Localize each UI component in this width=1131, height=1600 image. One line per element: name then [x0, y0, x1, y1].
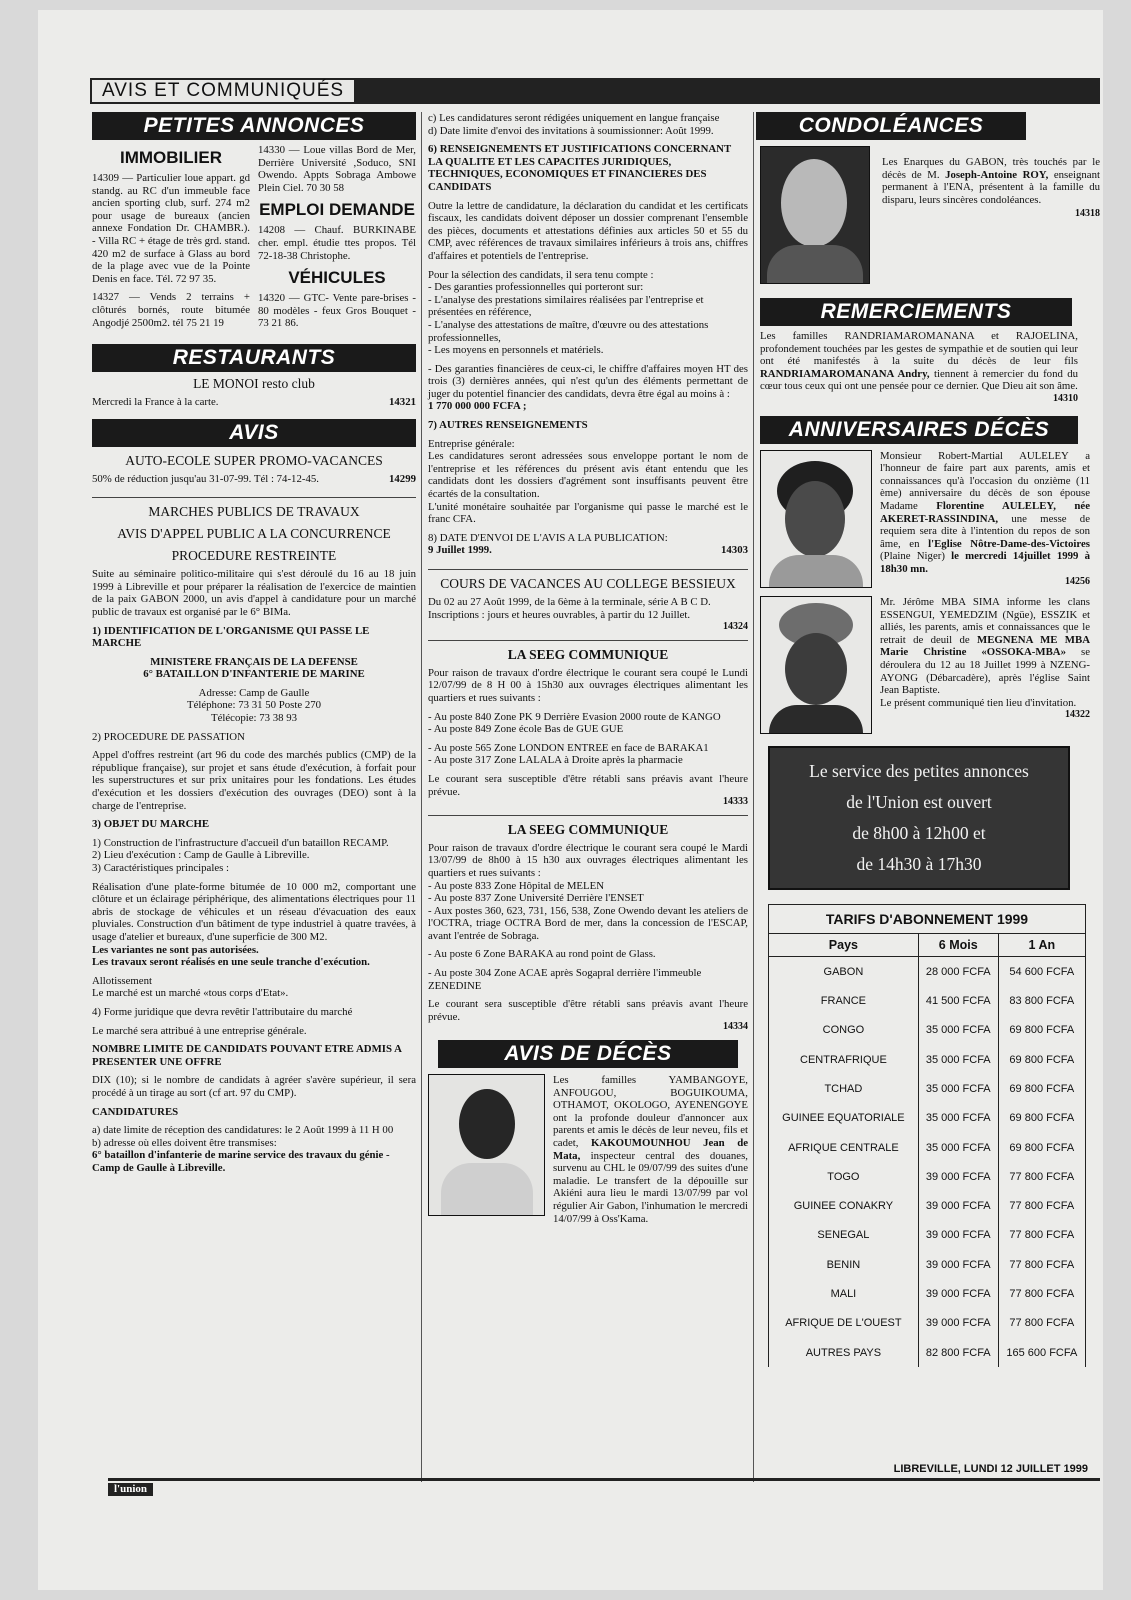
seeg1-title: LA SEEG COMMUNIQUE	[507, 646, 669, 662]
marches-title-1: MARCHES PUBLICS DE TRAVAUX	[148, 504, 360, 520]
candidatures-b-address: 6° bataillon d'infanterie de marine service des travaux du génie - Camp de Gaulle à Libreville.	[92, 1149, 390, 1174]
seeg2-line-2: - Au poste 837 Zone Université Derrière l'ENSET	[428, 892, 644, 905]
tarif-country: GUINEE CONAKRY	[769, 1191, 919, 1220]
tarif-one-year: 77 800 FCFA	[998, 1162, 1085, 1191]
seeg2-line-1: - Au poste 833 Zone Hôpital de MELEN	[428, 879, 605, 892]
candidatures-heading: CANDIDATURES	[92, 1105, 179, 1118]
seeg1-end: Le courant sera susceptible d'être rétabli sans préavis avant l'heure prévue.	[428, 772, 748, 798]
tarif-one-year: 165 600 FCFA	[998, 1338, 1085, 1367]
autres-a: Entreprise générale:	[428, 437, 515, 450]
autres-unite: L'unité monétaire souhaitée par l'organisme qui passe le marché est le franc CFA.	[428, 500, 748, 526]
anniversaire-2-ref: 14322	[1065, 709, 1090, 721]
cours-text: Du 02 au 27 Août 1999, de la 6ème à la terminale, série A B C D. Inscriptions : jours et heures ouvrables, à partir du 12 Juillet.	[428, 596, 711, 621]
table-row	[769, 1279, 1086, 1308]
tarif-one-year: 77 800 FCFA	[998, 1250, 1085, 1279]
remerciements-header: REMERCIEMENTS	[760, 298, 1072, 326]
ad-14327: 14327 — Vends 2 terrains + clôturés bornés, route bitumée Angodjé 2500m2. tél 75 21 19	[92, 291, 250, 329]
seeg1-ref: 14333	[723, 796, 748, 808]
marches-ref: 14303	[721, 544, 748, 557]
org-fax: Télécopie: 73 38 93	[210, 712, 298, 725]
anniversaire-2	[760, 596, 1090, 734]
avis-deces-body	[428, 1074, 748, 1225]
tarifs-header-6mois: 6 Mois	[918, 934, 998, 957]
seeg1-line-1: - Au poste 840 Zone PK 9 Derrière Evasion 2000 route de KANGO	[428, 710, 721, 723]
marches-section-2-text: Appel d'offres restreint (art 96 du code des marchés publics (CMP) de la république française), sur projet et sans étude d'exécution, à forfait pour les superstructures et sur prix unitaires pour les fondations. Les études d'exécution et les dossiers d'exécution des ouvrages (DEO) sont à la charge de l'entreprise.	[92, 749, 416, 812]
tarif-six-months: 41 500 FCFA	[918, 986, 998, 1015]
nombre-limite-heading: NOMBRE LIMITE DE CANDIDATS POUVANT ETRE ADMIS A PRESENTER UNE OFFRE	[92, 1043, 402, 1068]
condoleances-body	[760, 146, 1100, 284]
tarif-country: SENEGAL	[769, 1221, 919, 1250]
seeg2-title: LA SEEG COMMUNIQUE	[507, 821, 669, 837]
marches-title-3: PROCEDURE RESTREINTE	[171, 548, 337, 564]
tarif-country: CONGO	[769, 1016, 919, 1045]
objet-b: 2) Lieu d'exécution : Camp de Gaulle à Libreville.	[92, 849, 310, 862]
petites-annonces-header: PETITES ANNONCES	[92, 112, 416, 140]
org-address: Adresse: Camp de Gaulle	[198, 686, 310, 699]
tarif-one-year: 69 800 FCFA	[998, 1045, 1085, 1074]
condoleances-ref: 14318	[1075, 208, 1100, 220]
tarif-one-year: 77 800 FCFA	[998, 1191, 1085, 1220]
section-banner	[90, 78, 1100, 104]
deceased-portrait	[428, 1074, 545, 1216]
tarif-country: BENIN	[769, 1250, 919, 1279]
tarif-six-months: 39 000 FCFA	[918, 1309, 998, 1338]
seeg1-intro: Pour raison de travaux d'ordre électrique le courant sera coupé le Lundi 12/07/99 de 8 H 00 à 15h30 aux ouvrages électriques alimentant les quartiers et rues suivants :	[428, 666, 748, 704]
tarif-six-months: 35 000 FCFA	[918, 1074, 998, 1103]
marches-section-4-text: Le marché sera attribué à une entreprise générale.	[92, 1024, 307, 1037]
tarif-country: AUTRES PAYS	[769, 1338, 919, 1367]
org-phone: Téléphone: 73 31 50 Poste 270	[186, 699, 322, 712]
tarif-country: MALI	[769, 1279, 919, 1308]
selection-2: - L'analyse des prestations similaires réalisées par l'entreprise et présentées en référence,	[428, 293, 704, 319]
seeg2-intro: Pour raison de travaux d'ordre électrique le courant sera coupé le Mardi 13/07/99 de 8h00 à 15 h30 aux ouvrages électriques alimentant les quartiers et rues suivants :	[428, 841, 748, 879]
column-rule	[753, 112, 754, 1482]
objet-e: Les variantes ne sont pas autorisées.	[92, 943, 259, 956]
restaurant-ref: 14321	[389, 395, 416, 408]
tarifs-table	[768, 904, 1086, 1367]
condoleances-header: CONDOLÉANCES	[756, 112, 1026, 140]
restaurant-text: Mercredi la France à la carte.	[92, 395, 219, 408]
promo-line-4: de 14h30 à 17h30	[856, 854, 982, 875]
cours-title: COURS DE VACANCES AU COLLEGE BESSIEUX	[440, 576, 736, 591]
candidatures-c: c) Les candidatures seront rédigées uniquement en langue française	[428, 112, 720, 124]
footer-masthead: l'union	[108, 1483, 153, 1496]
tarif-six-months: 35 000 FCFA	[918, 1104, 998, 1133]
avis-header: AVIS	[92, 419, 416, 447]
table-row	[769, 986, 1086, 1015]
marches-intro: Suite au séminaire politico-militaire qui s'est déroulé du 16 au 18 juin 1999 à Libreville et pour préparer la réalisation de l'exercice de maintien de la paix GABON 2000, un avis d'appel à candidature pour un marché public de travaux est organisé par le 6° BIMa.	[92, 568, 416, 618]
restaurant-line	[92, 396, 416, 415]
tarif-one-year: 54 600 FCFA	[998, 957, 1085, 987]
seeg1-line-2: - Au poste 849 Zone école Bas de GUE GUE	[428, 723, 624, 736]
allotissement-text: Le marché est un marché «tous corps d'Etat».	[92, 987, 289, 1000]
table-row	[769, 1162, 1086, 1191]
vehicules-heading: VÉHICULES	[288, 268, 386, 288]
candidatures-a: a) date limite de réception des candidatures: le 2 Août 1999 à 11 H 00	[92, 1124, 394, 1137]
tarif-six-months: 28 000 FCFA	[918, 957, 998, 987]
tarif-country: TOGO	[769, 1162, 919, 1191]
tarif-one-year: 77 800 FCFA	[998, 1279, 1085, 1308]
tarif-six-months: 39 000 FCFA	[918, 1221, 998, 1250]
tarifs-body	[769, 957, 1086, 1368]
candidatures-b: b) adresse où elles doivent être transmises:	[92, 1136, 277, 1149]
seeg2-line-5: - Au poste 304 Zone ACAE après Sogapral derrière l'immeuble ZENEDINE	[428, 967, 702, 992]
allotissement-label: Allotissement	[92, 974, 152, 987]
table-row	[769, 1338, 1086, 1367]
nombre-limite-text: DIX (10); si le nombre de candidats à agréer s'avère supérieur, il sera procédé à un tirage au sort (cf art. 97 du CMP).	[92, 1074, 416, 1099]
tarif-six-months: 39 000 FCFA	[918, 1279, 998, 1308]
seeg1-line-4: - Au poste 317 Zone LALALA à Droite après la pharmacie	[428, 754, 683, 767]
marches-section-6: 6) RENSEIGNEMENTS ET JUSTIFICATIONS CONCERNANT LA QUALITE ET LES CAPACITES JURIDIQUES, TECHNIQUES, ECONOMIQUES ET FINANCIERES DES CANDIDATS	[428, 143, 731, 193]
selection-3: - L'analyse des attestations de maître, d'œuvre ou des attestations professionnelles,	[428, 318, 709, 344]
anniversaire-2-text: Mr. Jérôme MBA SIMA informe les clans ESSENGUI, YEMEDZIM (Ngüe), ESSZIK et alliés, les parents, amis et connaissances que le retrait de deuil de MEGNENA ME MBA Marie Christine «OSSOKA-MBA» se déroulera du 12 au 18 Juillet 1999 à NZENG-AYONG (Débarcadère), après l'église Saint Jean Baptiste.	[880, 596, 1091, 697]
autres-text: Les candidatures seront adressées sous enveloppe portant le nom de l'entreprise et les références du présent avis étant entendu que les candidats dont les dossiers d'agrément sont insuffisants peuvent être écartés de la consultation.	[428, 450, 748, 501]
table-row	[769, 1191, 1086, 1220]
promo-line-2: de l'Union est ouvert	[846, 792, 992, 813]
marches-title-2: AVIS D'APPEL PUBLIC A LA CONCURRENCE	[117, 526, 391, 542]
emploi-heading: EMPLOI DEMANDE	[259, 200, 415, 220]
marches-section-7: 7) AUTRES RENSEIGNEMENTS	[428, 419, 588, 432]
anniversaire-1-text: Monsieur Robert-Martial AULELEY a l'honneur de faire part aux parents, amis et connaissances qu'à l'occasion du onzième (11 ème) anniversaire du décès de son épouse Madame Florentine AULELEY, née AKERET-RASSINDINA, une messe de requiem sera dite à l'intention du repos de son âme, en l'Eglise Nôtre-Dame-des-Victoires (Plaine Niger) le mercredi 14juillet 1999 à 18h30 mn.	[880, 449, 1091, 575]
service-annonces-box	[768, 746, 1070, 890]
marches-section-1: 1) IDENTIFICATION DE L'ORGANISME QUI PASSE LE MARCHE	[92, 624, 370, 650]
divider	[428, 640, 748, 641]
table-row	[769, 1045, 1086, 1074]
candidatures-d: d) Date limite d'envoi des invitations à soumissionner: Août 1999.	[428, 124, 714, 137]
marches-section-6-text: Outre la lettre de candidature, la déclaration du candidat et les certificats fiscaux, les candidats doivent déposer un dossier comprenant l'ensemble des pièces, documents et attestations définies aux articles 50 et 55 du CMP, avec références de travaux similaires inférieurs à trois ans, chiffres d'affaires et potentiels de l'entreprise.	[428, 199, 748, 262]
objet-c: 3) Caractéristiques principales :	[92, 862, 230, 874]
objet-a: 1) Construction de l'infrastructure d'accueil d'un bataillon RECAMP.	[92, 836, 389, 849]
auto-ecole-title: AUTO-ECOLE SUPER PROMO-VACANCES	[125, 452, 383, 468]
tarif-country: GUINEE EQUATORIALE	[769, 1104, 919, 1133]
anniversaire-2-invite: Le présent communiqué tien lieu d'invitation.	[880, 696, 1077, 709]
selection-4: - Les moyens en personnels et matériels.	[428, 344, 604, 357]
anniversaire-1-portrait	[760, 450, 872, 588]
tarif-country: FRANCE	[769, 986, 919, 1015]
column-middle	[428, 112, 748, 1225]
tarifs-header-1an: 1 An	[998, 934, 1085, 957]
seeg2-ref: 14334	[723, 1021, 748, 1033]
petites-annonces-body	[92, 144, 416, 336]
ad-14320: 14320 — GTC- Vente pare-brises - 80 modèles - feux Gros Bouquet - 73 21 86.	[258, 292, 416, 330]
cours-ref: 14324	[723, 621, 748, 633]
anniversaires-header: ANNIVERSAIRES DÉCÈS	[760, 416, 1078, 444]
ad-14208: 14208 — Chauf. BURKINABE cher. empl. étudie ttes propos. Tél 72-18-38 Christophe.	[258, 224, 416, 262]
tarif-one-year: 69 800 FCFA	[998, 1074, 1085, 1103]
tarif-one-year: 77 800 FCFA	[998, 1221, 1085, 1250]
objet-d: Réalisation d'une plate-forme bitumée de 10 000 m2, comportant une clôture et un éclairage périphérique, des alimentations électriques pour 11 abris de stockage de véhicules et un réseau d'évacuation des eaux pluviales. Construction d'un bâtiment de type industriel à quatre travées, à usage d'atelier et bureaux, d'une superficie de 300 M2.	[92, 880, 416, 943]
marches-section-2: 2) PROCEDURE DE PASSATION	[92, 730, 245, 743]
column-rule	[421, 112, 422, 1482]
table-row	[769, 1221, 1086, 1250]
tarif-six-months: 35 000 FCFA	[918, 1133, 998, 1162]
tarif-country: TCHAD	[769, 1074, 919, 1103]
seeg2-end: Le courant sera susceptible d'être rétabli sans préavis avant l'heure prévue.	[428, 998, 748, 1023]
marches-section-3: 3) OBJET DU MARCHE	[92, 818, 210, 831]
marches-section-8: 8) DATE D'ENVOI DE L'AVIS A LA PUBLICATION:	[428, 531, 668, 544]
section-title: AVIS ET COMMUNIQUÉS	[90, 78, 356, 104]
column-right	[760, 112, 1100, 1367]
tarif-country: AFRIQUE CENTRALE	[769, 1133, 919, 1162]
remerciements-text: Les familles RANDRIAMAROMANANA et RAJOELINA, profondement touchées par les gestes de sympathie et de soutien qui leur ont été manifestés à la suite du décès de leur fils RANDRIAMAROMANANA Andry, tiennent à remercier du fond du cœur tous ceux qui ont une pensée pour ce dernier. Que Dieu ait son âme.	[760, 330, 1079, 393]
ad-14309: 14309 — Particulier loue appart. gd standg. au RC d'un immeuble face ancien sporting club, surf. 274 m2 pour usage de bureaux (ancien annexe Fondation Dr. CHAMBR.). - Villa RC + étage de très grd. stand. 420 m2 de surface à Glass au bord de la plage avec vue de la Pointe Denis en face. Tél. 72 97 35.	[92, 172, 250, 285]
divider	[92, 497, 416, 498]
marches-section-4: 4) Forme juridique que devra revêtir l'attributaire du marché	[92, 1005, 353, 1018]
seeg2-line-3: - Aux postes 360, 623, 731, 156, 538, Zone Owendo devant les ateliers de l'OCTRA, triage OCTRA Bord de mer, dans la concession de l'ESCAP, avant l'entrée de Sobraga.	[428, 904, 748, 942]
objet-f: Les travaux seront réalisés en une seule tranche d'exécution.	[92, 956, 370, 969]
tarif-six-months: 35 000 FCFA	[918, 1045, 998, 1074]
immobilier-heading: IMMOBILIER	[120, 148, 222, 167]
condoleances-text: Les Enarques du GABON, très touchés par le décès de M. Joseph-Antoine ROY, enseignant permanent à l'ENA, présentent à la famille du disparu, leurs sincères condoléances.	[882, 156, 1100, 206]
column-left	[92, 112, 416, 1174]
anniversaire-2-portrait	[760, 596, 872, 734]
seeg1-line-3: - Au poste 565 Zone LONDON ENTREE en face de BARAKA1	[428, 741, 709, 754]
auto-ecole-ref: 14299	[389, 472, 416, 485]
table-row	[769, 1104, 1086, 1133]
tarif-one-year: 77 800 FCFA	[998, 1309, 1085, 1338]
restaurant-name: LE MONOI resto club	[193, 375, 315, 391]
table-row	[769, 1309, 1086, 1338]
tarifs-header-pays: Pays	[769, 934, 919, 957]
table-row	[769, 1016, 1086, 1045]
restaurants-header: RESTAURANTS	[92, 344, 416, 372]
promo-line-3: de 8h00 à 12h00 et	[852, 823, 986, 844]
auto-ecole-text: 50% de réduction jusqu'au 31-07-99. Tél : 74-12-45.	[92, 472, 319, 485]
tarif-six-months: 35 000 FCFA	[918, 1016, 998, 1045]
remerciements-ref: 14310	[1053, 392, 1078, 404]
divider	[428, 815, 748, 816]
section-8-line	[428, 544, 748, 563]
selection-5-amount: 1 770 000 000 FCFA ;	[428, 400, 527, 413]
tarif-one-year: 69 800 FCFA	[998, 1104, 1085, 1133]
org-line-2: 6° BATAILLON D'INFANTERIE DE MARINE	[143, 668, 365, 681]
divider	[428, 569, 748, 570]
seeg2-line-4: - Au poste 6 Zone BARAKA au rond point de Glass.	[428, 948, 656, 961]
table-row	[769, 1133, 1086, 1162]
anniversaire-1	[760, 450, 1090, 589]
selection-intro: Pour la sélection des candidats, il sera tenu compte :	[428, 268, 654, 281]
tarifs-title: TARIFS D'ABONNEMENT 1999	[769, 905, 1086, 934]
promo-line-1: Le service des petites annonces	[809, 761, 1029, 782]
tarif-one-year: 69 800 FCFA	[998, 1016, 1085, 1045]
table-row	[769, 957, 1086, 987]
section-8-date: 9 Juillet 1999.	[428, 544, 492, 557]
table-row	[769, 1074, 1086, 1103]
anniversaire-1-ref: 14256	[1065, 575, 1090, 587]
table-row	[769, 1250, 1086, 1279]
tarif-country: AFRIQUE DE L'OUEST	[769, 1309, 919, 1338]
tarif-country: GABON	[769, 957, 919, 987]
org-line-1: MINISTERE FRANÇAIS DE LA DEFENSE	[150, 655, 358, 668]
selection-1: - Des garanties professionnelles qui porteront sur:	[428, 281, 644, 294]
tarif-six-months: 39 000 FCFA	[918, 1191, 998, 1220]
ad-14330: 14330 — Loue villas Bord de Mer, Derrière Université ,Soduco, SNI Owendo. Appts Sobraga Ambowe Plein Ciel. 70 30 58	[258, 144, 416, 194]
auto-ecole-line	[92, 473, 416, 492]
page-footer	[108, 1463, 1100, 1495]
avis-deces-header: AVIS DE DÉCÈS	[438, 1040, 738, 1068]
tarif-one-year: 69 800 FCFA	[998, 1133, 1085, 1162]
deces-text: Les familles YAMBANGOYE, ANFOUGOU, BOGUIKOUMA, OTHAMOT, OKOLOGO, AYENENGOYE ont la profonde douleur d'annoncer aux parents et amis le décès de leur neveu, fils et cadet, KAKOUMOUNHOU Jean de Mata, inspecteur central des douanes, survenu au CHL le 09/07/99 des suites d'une maladie. Le transfert de la dépouille sur Akiéni aura lieu le mardi 13/07/99 par vol régulier Air Gabon, l'inhumation le mercredi 14/07/99 à Oss'Kama.	[553, 1074, 749, 1225]
tarif-six-months: 39 000 FCFA	[918, 1162, 998, 1191]
footer-dateline: LIBREVILLE, LUNDI 12 JUILLET 1999	[893, 1463, 1088, 1475]
condoleances-portrait	[760, 146, 870, 284]
tarif-six-months: 82 800 FCFA	[918, 1338, 998, 1367]
tarif-country: CENTRAFRIQUE	[769, 1045, 919, 1074]
tarif-six-months: 39 000 FCFA	[918, 1250, 998, 1279]
tarif-one-year: 83 800 FCFA	[998, 986, 1085, 1015]
selection-5: - Des garanties financières de ceux-ci, le chiffre d'affaires moyen HT des trois (3) dernières années, qui n'est qu'un des éléments permettant de juger du potentiel financier des candidats, devra être égal au moins à :	[428, 362, 748, 400]
